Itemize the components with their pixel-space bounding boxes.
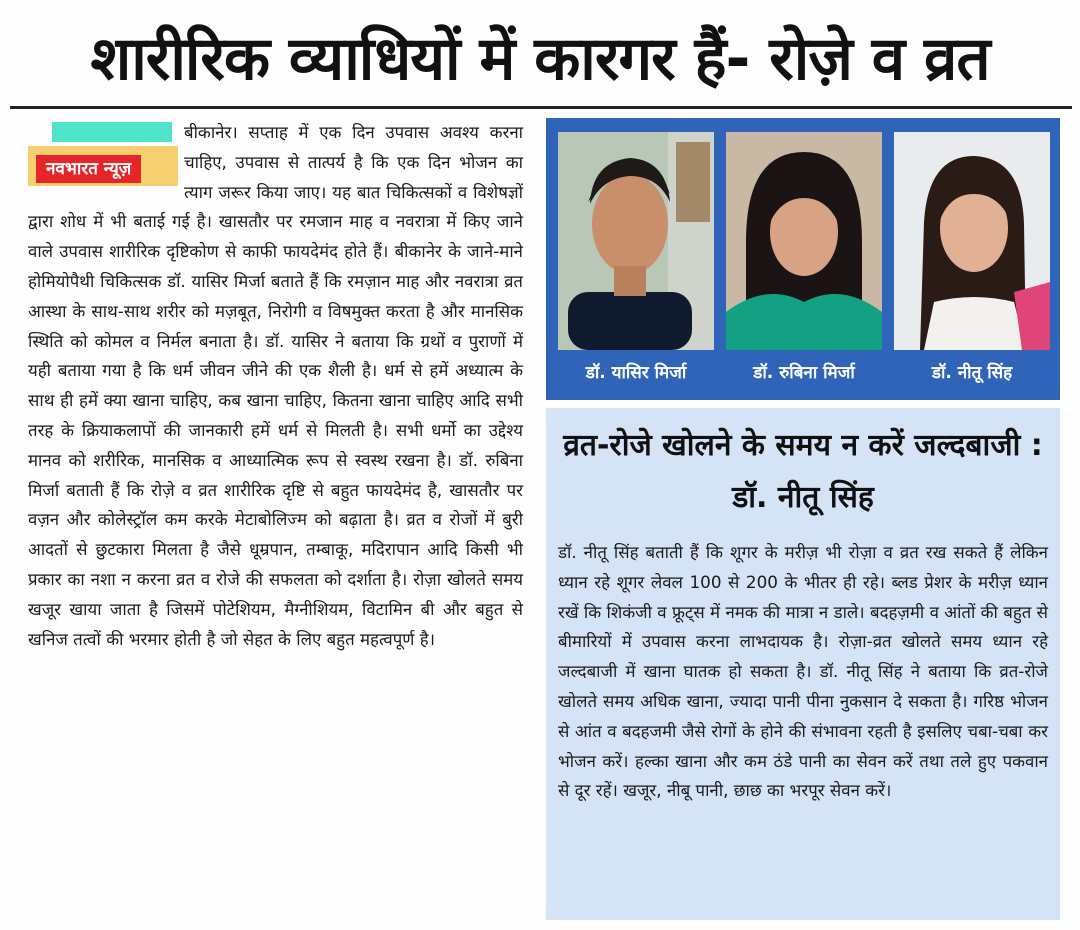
sidebar-box: [546, 408, 1060, 920]
main-article-body: बीकानेर। सप्ताह में एक दिन उपवास अवश्य करना चाहिए, उपवास से तात्पर्य है कि एक दिन भोजन का त्याग जरूर किया जाए। यह बात चिकित्सकों व विशेषज्ञों द्वारा शोध में भी बताई गई है। खासतौर पर रमजान माह व नवरात्रा में किए जाने वाले उपवास शारीरिक दृष्टिकोण से काफी फायदेमंद होते हैं। बीकानेर के जाने-माने होमियोपैथी चिकित्सक डॉ. यासिर मिर्जा बताते हैं कि रमज़ान माह और नवरात्रा व्रत आस्था के साथ-साथ शरीर को मज़बूत, निरोगी व विषमुक्त करता है और मानसिक स्थिति को कोमल व निर्मल बनाता है। डॉ. यासिर ने बताया कि ग्रथों व पुराणों में यही बताया गया है कि धर्म जीवन जीने की एक शैली है। धर्म से हमें अध्यात्म के साथ ही हमें क्या खाना चाहिए, कब खाना चाहिए, कितना खाना चाहिए आदि सभी तरह के क्रियाकलापों की जानकारी हमें धर्म से मिलती है। सभी धर्मो का उद्देश्य मानव को शरीरिक, मानसिक व आध्यात्मिक रूप से स्वस्थ रखना है। डॉ. रुबिना मिर्जा बताती हैं कि रोज़े व व्रत शारीरिक दृष्टि से बहुत फायदेमंद है, खासतौर पर वज़न और कोलेस्ट्रॉल कम करके मेटाबोलिज्म को बढ़ाता है। व्रत व रोजों में बुरी आदतों से छुटकारा मिलता है जैसे धूम्रपान, तम्बाकू, मदिरापान आदि किसी भी प्रकार का नशा न करना व्रत व रोजे की सफलता को दर्शाता है। रोज़ा खोलते समय खजूर खाया जाता है जिसमें पोटेशियम, मैग्नीशियम, विटामिन बी और बहुत से खनिज तत्वों की भरमार होती है जो सेहत के लिए बहुत महत्वपूर्ण है।: [28, 122, 523, 649]
photo-rubina-mirza: [726, 132, 882, 350]
caption-yasir-mirza: डॉ. यासिर मिर्जा: [585, 363, 687, 383]
photo-panel: [546, 118, 1060, 400]
headline: शारीरिक व्याधियों में कारगर हैं- रोज़े व व्रत: [90, 24, 990, 94]
brand-label: नवभारत न्यूज़: [36, 155, 141, 183]
sidebar-body: डॉ. नीतू सिंह बताती हैं कि शूगर के मरीज़ भी रोज़ा व व्रत रख सकते हैं लेकिन ध्यान रहे शूगर लेवल 100 से 200 के भीतर ही रहे। ब्लड प्रेशर के मरीज़ ध्यान रखें कि शिकंजी व फ्रूट्स में नमक की मात्रा न डाले। बदहज़मी व आंतों की बहुत से बीमारियों में उपवास करना लाभदायक है। रोज़ा-व्रत खोलते समय ध्यान रहे जल्दबाजी में खाना घातक हो सकता है। डॉ. नीतू सिंह ने बताया कि व्रत-रोजे खोलते समय अधिक खाना, ज्यादा पानी पीना नुकसान दे सकता है। गरिष्ठ भोजन से आंत व बदहजमी जैसे रोगों के होने की संभावना रहती है इसलिए चबा-चबा कर भोजन करें। हल्का खाना और कम ठंडे पानी का सेवन करें तथा तले हुए पकवान से दूर रहें। खजूर, नीबू पानी, छाछ का भरपूर सेवन करें।: [558, 542, 1048, 801]
brand-logo: [28, 122, 180, 190]
brand-highlight: [52, 122, 172, 142]
caption-neetu-singh: डॉ. नीतू सिंह: [931, 363, 1013, 383]
photo-yasir-mirza: [558, 132, 714, 350]
headline-divider: [10, 106, 1072, 109]
photo-neetu-singh: [894, 132, 1050, 350]
sidebar-title: व्रत-रोजे खोलने के समय न करें जल्दबाजी : डॉ. नीतू सिंह: [563, 428, 1043, 515]
main-article: [28, 118, 523, 654]
caption-rubina-mirza: डॉ. रुबिना मिर्जा: [753, 363, 855, 383]
